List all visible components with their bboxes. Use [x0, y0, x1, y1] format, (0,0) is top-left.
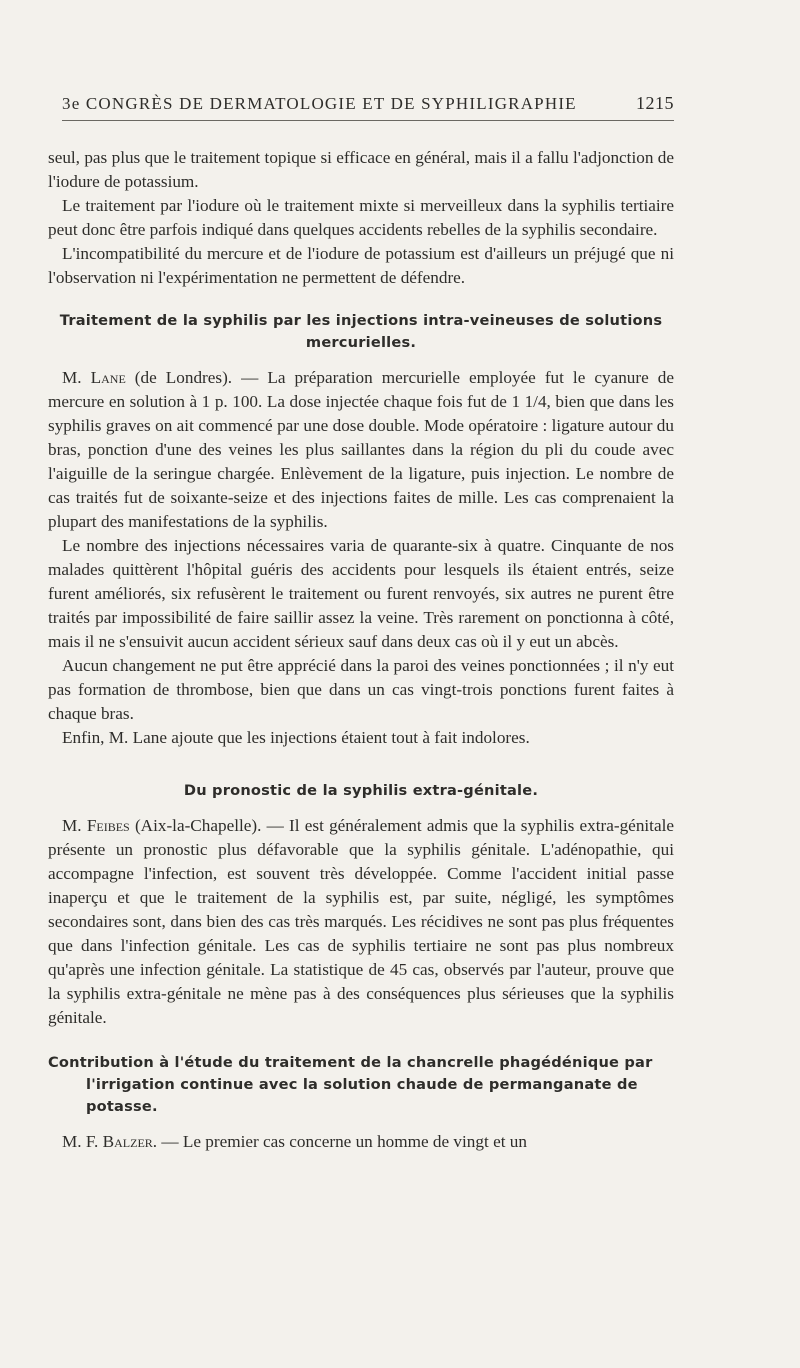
paragraph	[48, 814, 674, 1030]
author-prefix: M.	[62, 368, 91, 387]
paragraph: L'incompatibilité du mercure et de l'iodure de potassium est d'ailleurs un préjugé que ni l'observation ni l'expérimentation ne permettent de défendre.	[48, 244, 674, 287]
section-heading: Traitement de la syphilis par les injections intra-veineuses de solutions mercurielles.	[59, 312, 663, 351]
paragraph: Le nombre des injections nécessaires varia de quarante-six à quatre. Cinquante de nos malades quittèrent l'hôpital guéris des accidents pour lesquels ils étaient entrés, seize furent améliorés, six refusèrent le traitement ou furent renvoyés, six autres ne purent être traités par impossibilité de faire saillir assez la veine. Très rarement on ponctionna à côté, mais il ne s'ensuivit aucun accident sérieux sauf dans deux cas où il y eut un abcès.	[48, 536, 674, 651]
paragraph	[48, 366, 674, 534]
paragraph	[48, 1130, 674, 1154]
page-number: 1215	[636, 93, 674, 113]
paragraph: seul, pas plus que le traitement topique si efficace en général, mais il a fallu l'adjonction de l'iodure de potassium.	[48, 148, 674, 191]
author-name: Balzer	[102, 1132, 153, 1151]
running-header	[62, 93, 674, 121]
paragraph: Enfin, M. Lane ajoute que les injections étaient tout à fait indolores.	[62, 728, 530, 747]
author-prefix: M. F.	[62, 1132, 103, 1151]
paragraph-text: (Aix-la-Chapelle). — Il est généralement admis que la syphilis extra-génitale présente un pronostic plus défavorable que la syphilis génitale. L'adénopathie, qui accompagne l'infection, est souvent très développée. Comme l'accident initial passe inaperçu et que le traitement de la syphilis est, par suite, négligé, les symptômes secondaires sont, dans bien des cas très marqués. Les récidives ne sont pas plus fréquentes que dans l'infection génitale. Les cas de syphilis tertiaire ne sont pas plus nombreux qu'après une infection génitale. La statistique de 45 cas, observés par l'auteur, prouve que la syphilis extra-génitale ne mène pas à des conséquences plus sérieuses que la syphilis génitale.	[48, 816, 674, 1027]
section-heading: Contribution à l'étude du traitement de la chancrelle phagédénique par l'irrigation continue avec la solution chaude de permanganate de potasse.	[48, 1054, 653, 1115]
running-title: 3e CONGRÈS DE DERMATOLOGIE ET DE SYPHILIGRAPHIE	[62, 94, 577, 113]
paragraph: Aucun changement ne put être apprécié dans la paroi des veines ponctionnées ; il n'y eut pas formation de thrombose, bien que dans un cas vingt-trois ponctions furent faites à chaque bras.	[48, 656, 674, 723]
body-text	[48, 146, 674, 1154]
paragraph: Le traitement par l'iodure où le traitement mixte si merveilleux dans la syphilis tertiaire peut donc être parfois indiqué dans quelques accidents rebelles de la syphilis secondaire.	[48, 196, 674, 239]
author-name: Lane	[90, 368, 126, 387]
section-heading: Du pronostic de la syphilis extra-génitale.	[183, 782, 539, 799]
author-prefix: M.	[62, 816, 87, 835]
paragraph-text: . — Le premier cas concerne un homme de vingt et un	[152, 1132, 527, 1151]
author-name: Feibes	[86, 816, 130, 835]
paragraph-text: (de Londres). — La préparation mercurielle employée fut le cyanure de mercure en solution à 1 p. 100. La dose injectée chaque fois fut de 1 1/4, bien que dans les syphilis graves on ait commencé par une dose double. Mode opératoire : ligature autour du bras, ponction d'une des veines les plus saillantes dans la région du pli du coude avec l'aiguille de la seringue chargée. Enlèvement de la ligature, puis injection. Le nombre de cas traités fut de soixante-seize et des injections faites de mille. Les cas comprenaient la plupart des manifestations de la syphilis.	[48, 368, 674, 531]
